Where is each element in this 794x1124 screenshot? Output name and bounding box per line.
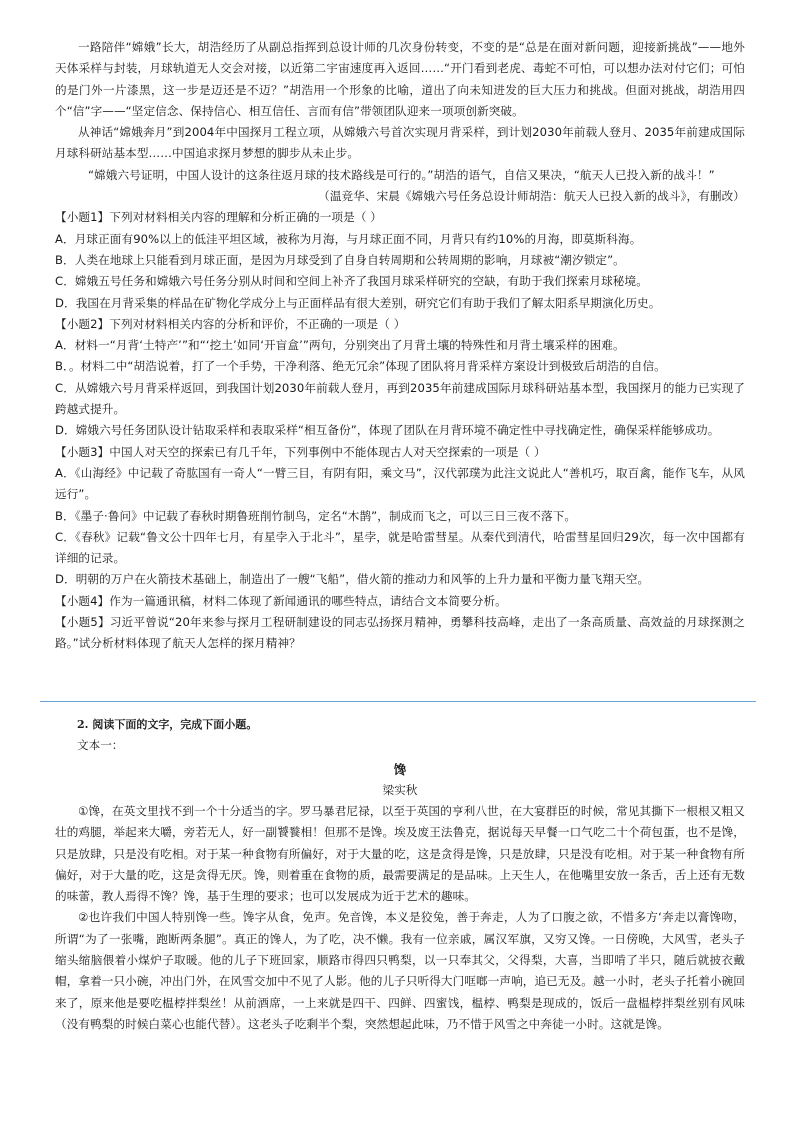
- question-2-stem: 【小题2】下列对材料相关内容的分析和评价，不正确的一项是（ ）: [55, 316, 406, 331]
- question-3-option-c: C．《春秋》记载“鲁文公十四年七月，有星孛入于北斗”，星孛，就是哈雷彗星。从秦代到清代，哈雷彗星回归29次，每一次中国都有详细的记录。: [55, 529, 745, 566]
- essay-title: 馋: [393, 762, 407, 777]
- question-1-option-c: C．嫦娥五号任务和嫦娥六号任务分别从时间和空间上补齐了我国月球采样研究的空缺，有助于我们探索月球秘境。: [55, 274, 648, 289]
- essay-author: 梁实秋: [382, 783, 418, 797]
- section-divider: [40, 701, 756, 702]
- question-3-stem: 【小题3】中国人对天空的探索已有几千年，下列事例中不能体现古人对天空探索的一项是（ ）: [55, 444, 546, 459]
- material-paragraph: “嫦娥六号证明，中国人设计的这条往返月球的技术路线是可行的。”胡浩的语气，自信又果决，“航天人已投入新的战斗！”: [88, 167, 715, 182]
- question-2-option-d: D．嫦娥六号任务团队设计钻取采样和表取采样“相互备份”，体现了团队在月背环境不确定性中寻找确定性，确保采样能够成功。: [55, 423, 720, 438]
- essay-paragraph: ①馋，在英文里找不到一个十分适当的字。罗马暴君尼禄，以至于英国的亨利八世，在大宴群臣的时候，常见其撕下一根根又粗又壮的鸡腿，举起来大嚼，旁若无人，好一副饕餮相！但那不是馋。埃及废王法鲁克，据说每天早餐一口气吃二十个荷包蛋，也不是馋，只是放肆，只是没有吃相。对于某一种食物有所偏好，对于大量的吃，这是贪得是馋，只是放肆，只是没有吃相。对于某一种食物有所偏好，对于大量的吃，这是贪得无厌。馋，则着重在食物的质，最需要满足的是品味。上天生人，在他嘴里安放一条舌，舌上还有无数的味蕾，教人焉得不馋？馋，基于生理的要求；也可以发展成为近于艺术的趣味。: [55, 804, 745, 904]
- question-2-option-a: A．材料一“月背‘土特产’”和“‘挖土’如同‘开盲盒’”两句，分别突出了月背土壤的特殊性和月背土壤采样的困难。: [55, 338, 625, 353]
- material-paragraph: 一路陪伴“嫦娥”长大，胡浩经历了从副总指挥到总设计师的几次身份转变，不变的是“总是在面对新问题，迎接新挑战”——地外天体采样与封装，月球轨道无人交会对接，以近第二宇宙速度再入返回……“开门看到老虎、毒蛇不可怕，可以想办法对付它们；可怕的是门外一片漆黑，这一步是迈还是不迈？”胡浩用一个形象的比喻，道出了向未知进发的巨大压力和挑战。但面对挑战，胡浩用四个“信”字——“坚定信念、保持信心、相互信任、言而有信”带领团队迎来一项项创新突破。: [55, 40, 745, 118]
- question-4: 【小题4】作为一篇通讯稿，材料二体现了新闻通讯的哪些特点，请结合文本简要分析。: [55, 593, 507, 608]
- question-1-option-a: A．月球正面有90%以上的低洼平坦区域，被称为月海，与月球正面不同，月背只有约10%的月海，即莫斯科海。: [55, 231, 642, 246]
- question-5: 【小题5】习近平曾说“20年来参与探月工程研制建设的同志弘扬探月精神，勇攀科技高峰，走出了一条高质量、高效益的月球探测之路。”试分析材料体现了航天人怎样的探月精神？: [55, 615, 745, 651]
- question-1-stem: 【小题1】下列对材料相关内容的理解和分析正确的一项是（ ）: [55, 210, 382, 225]
- question-3-option-a: A．《山海经》中记载了奇肱国有一奇人“一臂三目，有阴有阳，乘文马”，汉代郭璞为此注文说此人“善机巧，取百禽，能作飞车，从风远行”。: [55, 465, 745, 502]
- question-1-option-d: D．我国在月背采集的样品在矿物化学成分上与正面样品有很大差别，研究它们有助于我们了解太阳系早期演化历史。: [55, 295, 661, 310]
- part2-heading: 2. 阅读下面的文字，完成下面小题。: [77, 718, 258, 731]
- question-3-option-d: D．明朝的万户在火箭技术基础上，制造出了一艘“飞船”，借火箭的推动力和风筝的上升力量和平衡力量飞翔天空。: [55, 572, 650, 587]
- reading-material-section: [55, 37, 745, 655]
- question-2-option-c: C．从嫦娥六号月背采样返回，到我国计划2030年前载人登月，再到2035年前建成国际月球科研站基本型，我国探月的能力已实现了跨越式提升。: [55, 380, 745, 417]
- source-citation: （温竞华、宋晨《嫦娥六号任务总设计师胡浩：航天人已投入新的战斗》，有删改）: [318, 189, 745, 204]
- part2-section: [55, 714, 745, 1035]
- text-one-label: 文本一：: [77, 738, 124, 752]
- question-3-option-b: B．《墨子·鲁问》中记载了春秋时期鲁班削竹制鸟，定名“木鹊”，制成而飞之，可以三日三夜不落下。: [55, 508, 577, 523]
- question-1-option-b: B．人类在地球上只能看到月球正面，是因为月球受到了自身自转周期和公转周期的影响，月球被“潮汐锁定”。: [55, 252, 625, 267]
- essay-paragraph: ②也许我们中国人特别馋一些。馋字从食，免声。免音馋，本义是狡兔，善于奔走，人为了口腹之欲，不惜多方‘奔走以膏馋吻，所谓“为了一张嘴，跑断两条腿”。真正的馋人，为了吃，决不懒。我有一位亲戚，属汉军旗，又穷又馋。一日傍晚，大风雪，老头子缩头缩脑偎着小煤炉子取暖。他的儿子下班回家，顺路市得四只鸭梨，以一只奉其父，父得梨，大喜，当即啃了半只，随后就披衣戴帽，拿着一只小碗，冲出门外，在风雪交加中不见了人影。他的儿子只听得大门哐啷一声响，追已无及。越一小时，老头子托着小碗回来了，原来他是要吃榅桲拌梨丝！从前酒席，一上来就是四干、四鲜、四蜜饯，榅桲、鸭梨是现成的，饭后一盘榅桲拌梨丝别有风味（没有鸭梨的时候白菜心也能代替）。这老头子吃剩半个梨，突然想起此味，乃不惜于风雪之中奔徒一小时。这就是馋。: [55, 910, 745, 1031]
- material-paragraph: 从神话“嫦娥奔月”到2004年中国探月工程立项，从嫦娥六号首次实现月背采样，到计划2030年前载人登月、2035年前建成国际月球科研站基本型……中国追求探月梦想的脚步从未止步。: [55, 125, 745, 161]
- question-2-option-b: B．。材料二中“胡浩说着，打了一个手势，干净利落、绝无冗余”体现了团队将月背采样方案设计到极致后胡浩的自信。: [55, 359, 666, 374]
